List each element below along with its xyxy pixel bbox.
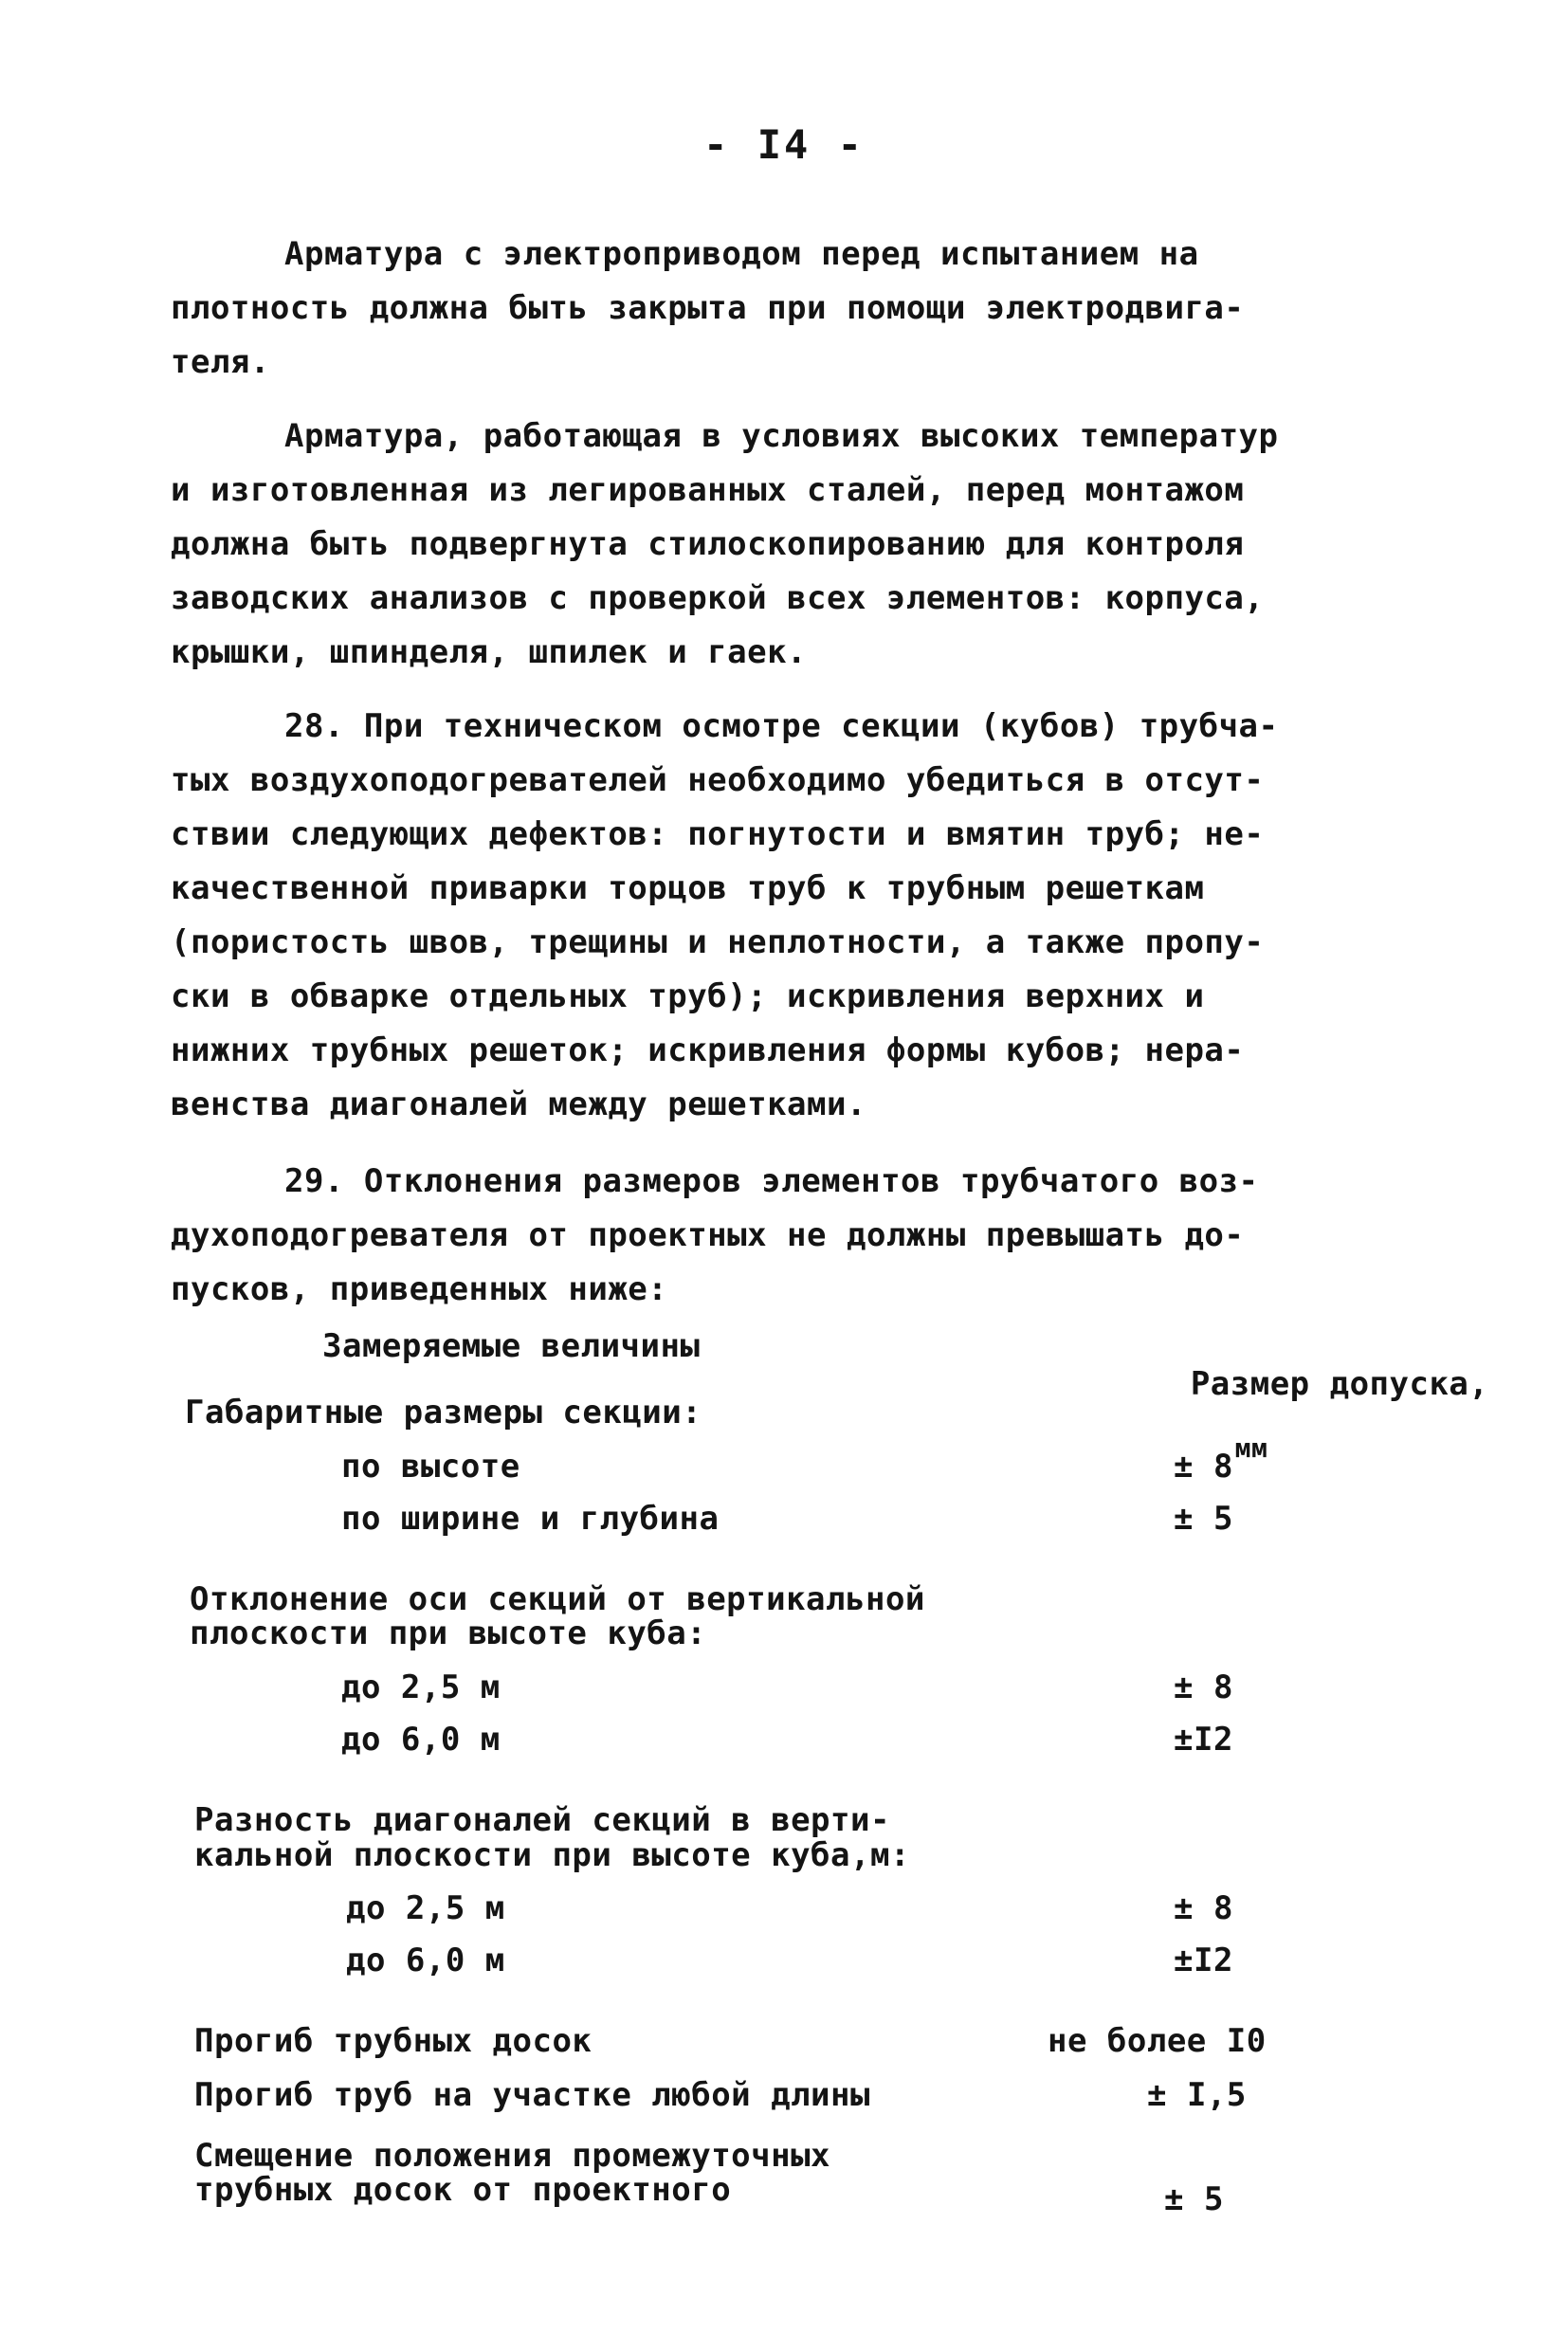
table-row-label: кальной плоскости при высоте куба,м: — [194, 1836, 910, 1874]
text-line: венства диагоналей между решетками. — [171, 1085, 866, 1123]
table-row-value: ± 8 — [1174, 1889, 1233, 1927]
table-row-label: плоскости при высоте куба: — [190, 1614, 707, 1652]
table-row-label: Отклонение оси секций от вертикальной — [190, 1580, 925, 1618]
text-line: Арматура с электроприводом перед испытанием на — [284, 235, 1199, 273]
table-row-value: ± 5 — [1174, 1500, 1233, 1538]
table-header-tolerance — [1071, 1327, 1489, 1538]
paragraph-electric-drive — [171, 228, 1422, 390]
text-line: 29. Отклонения размеров элементов трубчатого воз- — [284, 1162, 1259, 1200]
table-row-label: до 2,5 м — [346, 1889, 505, 1927]
table-row-label: трубных досок от проектного — [194, 2171, 732, 2209]
paragraph-28 — [171, 700, 1422, 1132]
table-row-value: ± 8 — [1174, 1448, 1233, 1486]
text-line: ствии следующих дефектов: погнутости и вмятин труб; не- — [171, 815, 1265, 853]
table-row-label: до 6,0 м — [341, 1721, 501, 1759]
text-line: плотность должна быть закрыта при помощи электродвига- — [171, 289, 1245, 327]
table-row-value: ±I2 — [1174, 1721, 1233, 1759]
table-header-unit: мм — [1234, 1432, 1268, 1464]
table-row-label: Прогиб трубных досок — [194, 2022, 593, 2060]
table-header-tolerance-label: Размер допуска, — [1190, 1365, 1489, 1403]
table-row-value: ±I2 — [1174, 1942, 1233, 1979]
text-line: (пористость швов, трещины и неплотности, а также пропу- — [171, 923, 1265, 961]
text-line: должна быть подвергнута стилоскопированию для контроля — [171, 525, 1245, 563]
table-row-value: не более I0 — [1048, 2022, 1267, 2060]
text-line: ски в обварке отдельных труб); искривления верхних и — [171, 977, 1205, 1015]
text-line: 28. При техническом осмотре секции (кубов) трубча- — [284, 707, 1279, 745]
table-row-value: ± 8 — [1174, 1668, 1233, 1706]
text-line: крышки, шпинделя, шпилек и гаек. — [171, 633, 808, 671]
table-row-label: до 2,5 м — [341, 1668, 501, 1706]
text-line: качественной приварки торцов труб к трубным решеткам — [171, 869, 1205, 907]
paragraph-29 — [171, 1155, 1422, 1317]
text-line: духоподогревателя от проектных не должны превышать до- — [171, 1216, 1245, 1254]
table-row-label: Разность диагоналей секций в верти- — [194, 1801, 890, 1839]
text-line: нижних трубных решеток; искривления формы кубов; нера- — [171, 1031, 1245, 1069]
text-line: теля. — [171, 343, 270, 381]
table-row-label: по ширине и глубина — [341, 1500, 720, 1538]
table-row-label: Прогиб труб на участке любой длины — [194, 2076, 870, 2114]
table-row-label: до 6,0 м — [346, 1942, 505, 1979]
text-line: тых воздухоподогревателей необходимо убедиться в отсут- — [171, 761, 1265, 799]
table-row-label: по высоте — [341, 1448, 520, 1486]
table-header-measured: Замеряемые величины — [322, 1327, 701, 1365]
text-line: Арматура, работающая в условиях высоких температур — [284, 417, 1279, 455]
table-row-value: ± 5 — [1164, 2180, 1224, 2218]
text-line: пусков, приведенных ниже: — [171, 1270, 668, 1308]
table-row-label: Габаритные размеры секции: — [185, 1394, 702, 1431]
text-line: заводских анализов с проверкой всех элементов: корпуса, — [171, 579, 1265, 617]
text-line: и изготовленная из легированных сталей, перед монтажом — [171, 471, 1245, 509]
paragraph-high-temperature — [171, 410, 1422, 680]
table-row-value: ± I,5 — [1147, 2076, 1247, 2114]
page-number: - I4 - — [703, 121, 865, 168]
table-row-label: Смещение положения промежуточных — [194, 2137, 831, 2175]
